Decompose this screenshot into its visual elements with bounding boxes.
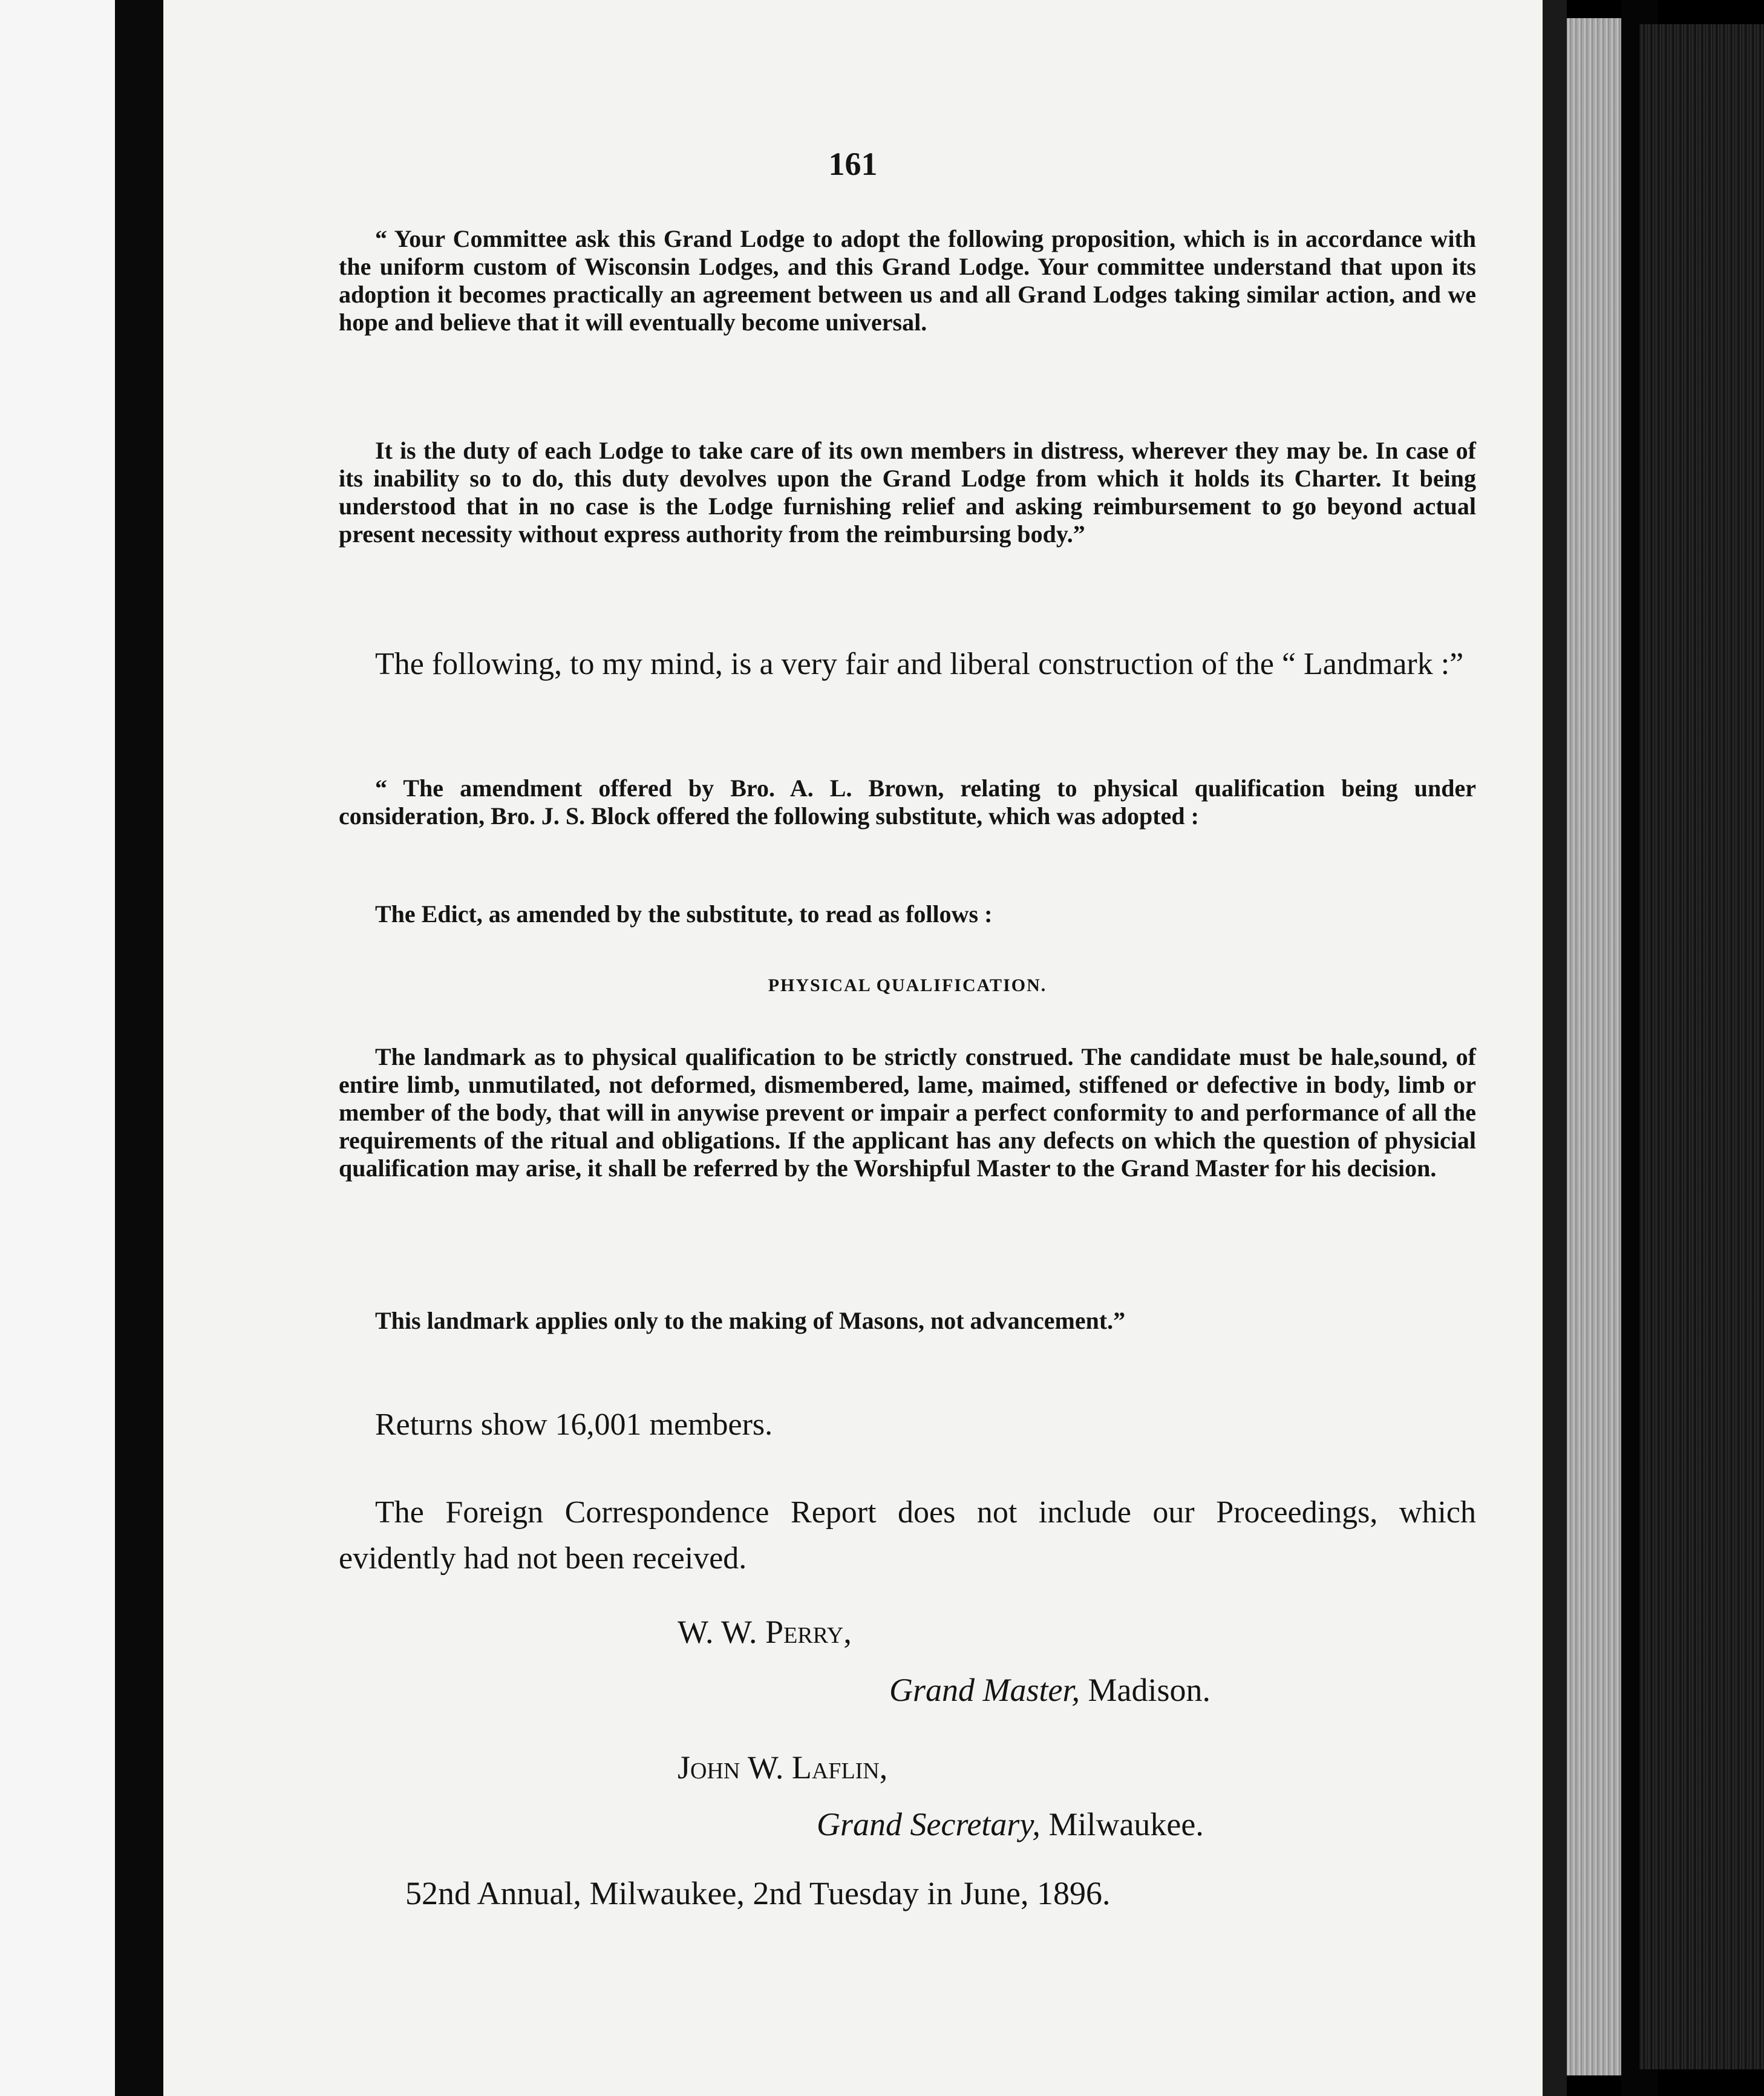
duty-paragraph: It is the duty of each Lodge to take care of its own members in distress, wherever they may be. In case of its inability so to do, this duty devolves upon the Grand Lodge from which it holds its Charter. It being understood that in no case is the Lodge furnishing relief and asking reimbursement to go beyond actual present necessity without express authority from the reimbursing body.” (339, 437, 1476, 548)
landmark-paragraph: The landmark as to physical qualification to be strictly construed. The candidate must be hale,sound, of entire limb, unmutilated, not deformed, dismembered, lame, maimed, stiffened or defective in body, limb or member of the body, that will in anywise prevent or impair a perfect conformity to and performance of all the requirements of the ritual and obligations. If the applicant has any defects on which the question of physicial qualification may arise, it shall be referred by the Worshipful Master to the Grand Master for his decision. (339, 1043, 1476, 1182)
book-cover-edge (1639, 24, 1764, 2069)
section-heading: PHYSICAL QUALIFICATION. (768, 975, 1047, 995)
committee-paragraph: “ Your Committee ask this Grand Lodge to adopt the following proposition, which is in accordance with the uniform custom of Wisconsin Lodges, and this Grand Lodge. Your committee understand that upon its adoption it becomes practically an agreement between us and all Grand Lodges taking similar action, and we hope and believe that it will eventually become universal. (339, 225, 1476, 336)
foreign-paragraph: The Foreign Correspondence Report does not include our Proceedings, which evidently had not been received. (339, 1495, 1476, 1576)
book-binding (115, 0, 163, 2096)
grand-secretary-place: Milwaukee. (1048, 1806, 1204, 1842)
grand-secretary-title: Grand Secretary, (817, 1806, 1040, 1842)
grand-master-name: W. W. Perry, (678, 1614, 852, 1650)
edict-line: The Edict, as amended by the substitute, to read as follows : (375, 900, 993, 928)
grand-secretary-name: John W. Laflin, (678, 1749, 888, 1786)
grand-secretary-line (817, 1806, 1204, 1843)
following-paragraph: The following, to my mind, is a very fair and liberal construction of the “ Landmark :” (375, 647, 1464, 681)
applies-paragraph: This landmark applies only to the making of Masons, not advancement.” (375, 1307, 1126, 1334)
grand-master-title: Grand Master, (889, 1672, 1080, 1708)
page-number: 161 (828, 146, 878, 182)
grand-master-line (889, 1671, 1210, 1709)
returns-line: Returns show 16,001 members. (375, 1407, 773, 1442)
page-text (163, 0, 1543, 2096)
page-edge (1543, 0, 1567, 2096)
annual-line: 52nd Annual, Milwaukee, 2nd Tuesday in June, 1896. (405, 1875, 1111, 1911)
amendment-paragraph: “ The amendment offered by Bro. A. L. Brown, relating to physical qualification being under consideration, Bro. J. S. Block offered the following substitute, which was adopted : (339, 775, 1476, 830)
grand-master-place: Madison. (1088, 1672, 1211, 1708)
left-page-margin (0, 0, 115, 2096)
